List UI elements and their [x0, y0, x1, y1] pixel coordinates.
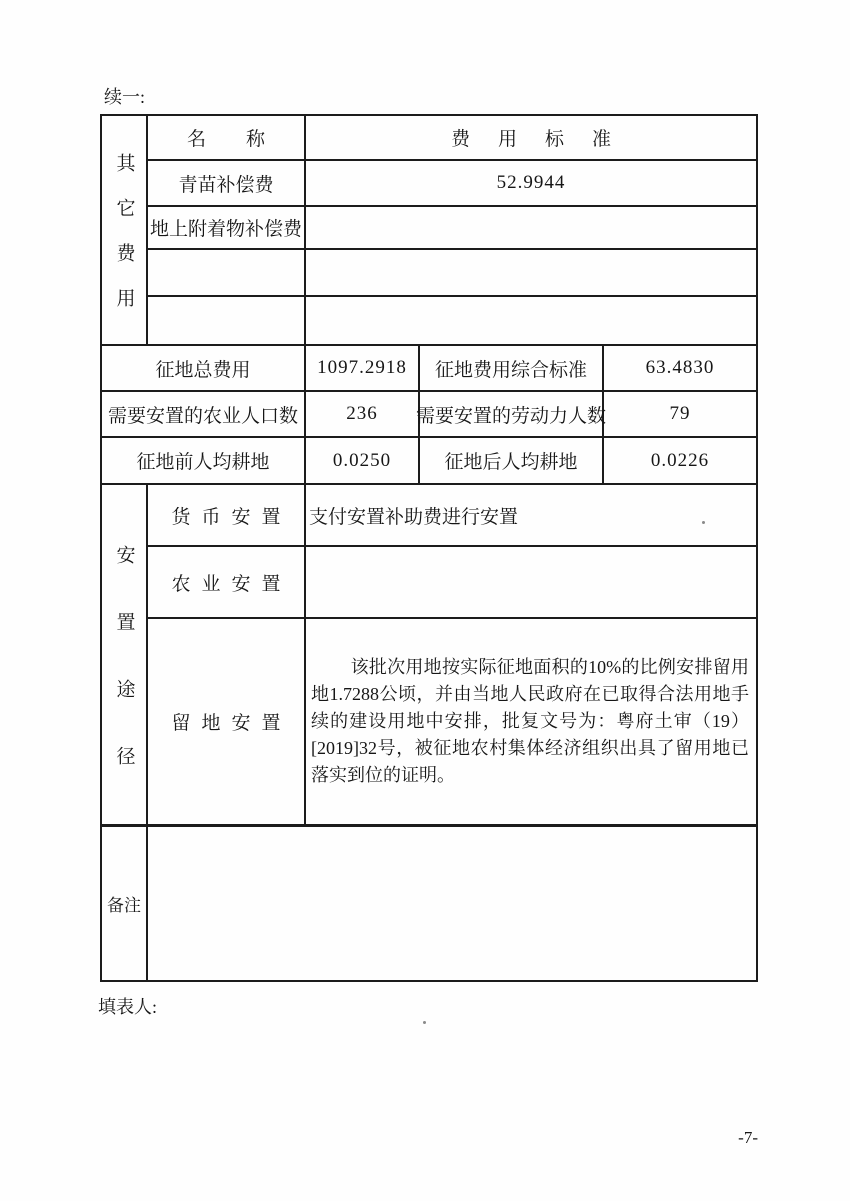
summary-label-cell: 征地总费用	[102, 346, 306, 390]
summary-value-cell: 79	[669, 403, 691, 424]
placement-type-cell	[148, 485, 306, 545]
summary-label-cell: 征地后人均耕地	[420, 438, 604, 483]
remarks-content-cell	[148, 827, 756, 980]
header-name-cell	[148, 116, 306, 159]
table-row	[148, 207, 756, 250]
other-fees-side-label: 其它费用	[113, 153, 135, 333]
remarks-label-cell	[102, 827, 148, 980]
table-row	[102, 392, 756, 438]
summary-label-cell: 征地费用综合标准	[420, 346, 604, 390]
other-fees-section	[102, 116, 756, 344]
summary-section	[102, 344, 756, 483]
table-row	[148, 250, 756, 297]
table-row	[148, 485, 756, 547]
fee-value-cell	[306, 250, 756, 295]
summary-label-cell: 需要安置的劳动力人数	[420, 392, 604, 436]
placement-content-cell	[306, 619, 756, 824]
placement-side-cell	[102, 485, 148, 824]
table-row	[102, 346, 756, 392]
placement-type-cell	[148, 619, 306, 824]
remarks-label: 备注	[107, 896, 141, 915]
table-row	[148, 297, 756, 344]
fee-name-cell	[148, 297, 306, 344]
remarks-section	[102, 824, 756, 980]
header-standard-cell	[306, 116, 756, 159]
fee-name-cell: 青苗补偿费	[148, 161, 306, 205]
land-reservation-paragraph: 该批次用地按实际征地面积的10%的比例安排留用地1.7288公顷，并由当地人民政府在已取得合法用地手续的建设用地中安排，批复文号为：粤府土审（19）[2019]32号，被征地农村集体经济组织出具了留用地已落实到位的证明。	[311, 657, 749, 785]
header-standard-label: 费用标准	[450, 129, 639, 150]
summary-value-cell: 1097.2918	[306, 346, 420, 390]
table-row	[148, 161, 756, 207]
land-acquisition-table	[100, 114, 758, 982]
placement-type-cell	[148, 547, 306, 617]
fee-name-cell: 地上附着物补偿费	[148, 207, 306, 248]
scan-artifact-dot	[423, 1021, 426, 1024]
scan-artifact-dot	[702, 521, 705, 524]
table-row	[148, 619, 756, 824]
fee-value-cell	[306, 297, 756, 344]
other-fees-grid	[148, 116, 756, 344]
table-row	[102, 438, 756, 483]
other-fees-side-cell	[102, 116, 148, 344]
placement-section	[102, 483, 756, 824]
form-filler-label: 填表人:	[98, 997, 158, 1017]
fee-value-cell	[306, 207, 756, 248]
placement-grid	[148, 485, 756, 824]
summary-value-cell: 63.4830	[645, 357, 715, 378]
placement-content-cell	[306, 547, 756, 617]
summary-value-cell: 236	[306, 392, 420, 436]
fee-name-cell	[148, 250, 306, 295]
placement-content-cell: 支付安置补助费进行安置	[309, 506, 519, 528]
summary-value-cell: 0.0250	[306, 438, 420, 483]
table-row	[148, 547, 756, 619]
summary-label-cell: 需要安置的农业人口数	[102, 392, 306, 436]
header-name-label: 名称	[186, 129, 305, 150]
summary-label-cell: 征地前人均耕地	[102, 438, 306, 483]
page-number: -7-	[738, 1128, 758, 1147]
placement-side-label: 安置途径	[113, 544, 135, 813]
fee-value-cell: 52.9944	[496, 172, 566, 193]
summary-value-cell: 0.0226	[650, 449, 710, 471]
other-fees-header-row	[148, 116, 756, 161]
continuation-label: 续一:	[104, 87, 146, 107]
placement-type-label: 货币安置	[171, 506, 292, 528]
placement-type-label: 留地安置	[171, 713, 292, 734]
placement-type-label: 农业安置	[171, 573, 292, 595]
